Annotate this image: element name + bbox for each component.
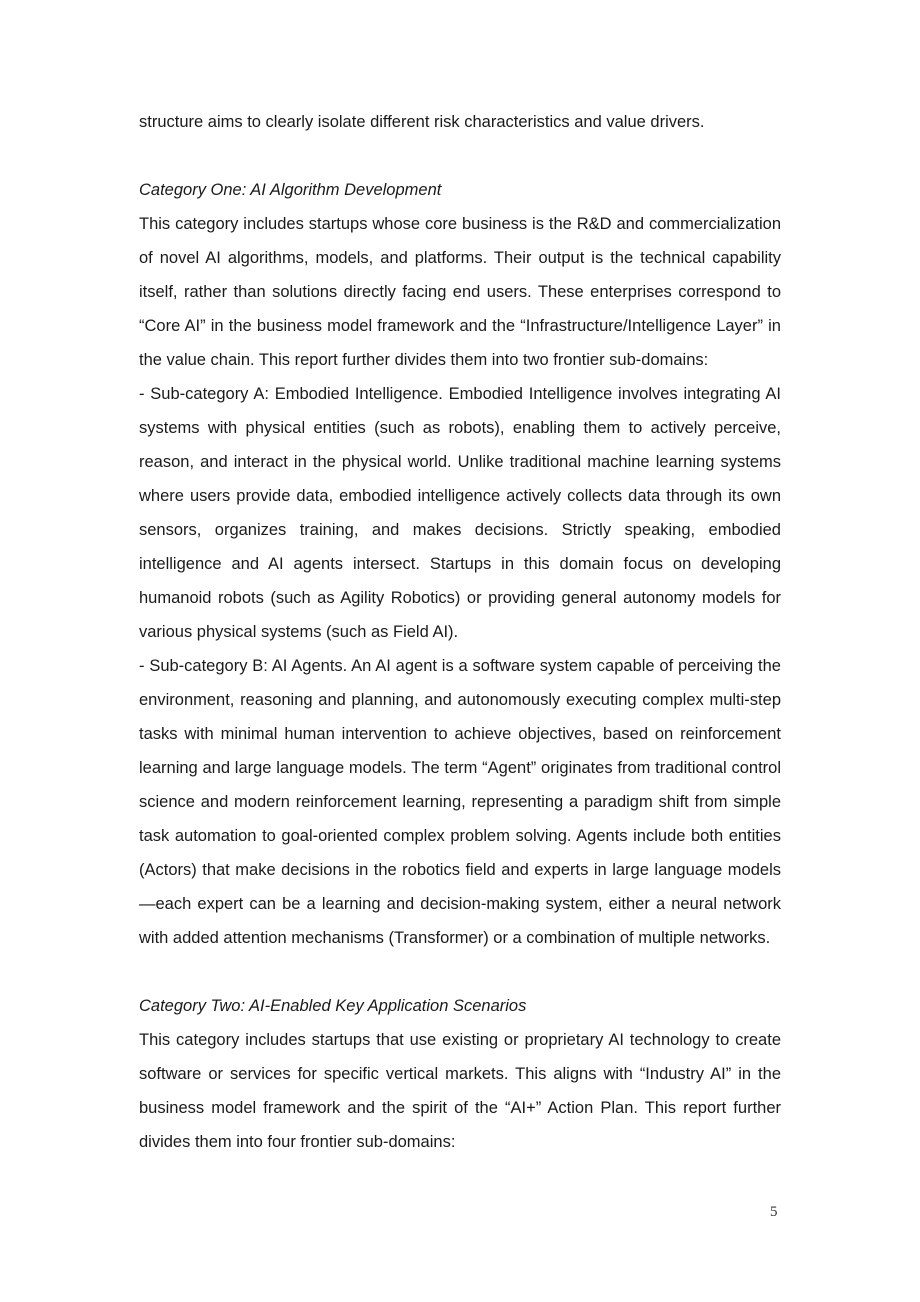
category-one-body: This category includes startups whose core business is the R&D and commercialization of novel AI algorithms, models, and platforms. Their output is the technical capability itself, rather than solutions directly facing end users. These enterprises correspond to “Core AI” in the business model framework and the “Infrastructure/Intelligence Layer” in the value chain. This report further divides them into two frontier sub-domains: (139, 215, 781, 369)
section-spacer (139, 955, 781, 989)
subcategory-a-paragraph: - Sub-category A: Embodied Intelligence. Embodied Intelligence involves integrating AI systems with physical entities (such as robots), enabling them to actively perceive, reason, and interact in the physical world. Unlike traditional machine learning systems where users provide data, embodied intelligence actively collects data through its own sensors, organizes training, and makes decisions. Strictly speaking, embodied intelligence and AI agents intersect. Startups in this domain focus on developing humanoid robots (such as Agility Robotics) or providing general autonomy models for various physical systems (such as Field AI). (139, 385, 781, 641)
subcategory-b-paragraph: - Sub-category B: AI Agents. An AI agent is a software system capable of perceiving the environment, reasoning and planning, and autonomously executing complex multi-step tasks with minimal human intervention to achieve objectives, based on reinforcement learning and large language models. The term “Agent” originates from traditional control science and modern reinforcement learning, representing a paradigm shift from simple task automation to goal-oriented complex problem solving. Agents include both entities (Actors) that make decisions in the robotics field and experts in large language models—each expert can be a learning and decision-making system, either a neural network with added attention mechanisms (Transformer) or a combination of multiple networks. (139, 657, 781, 947)
section-spacer (139, 139, 781, 173)
intro-paragraph: structure aims to clearly isolate different risk characteristics and value drivers. (139, 113, 705, 131)
page-number: 5 (770, 1204, 778, 1220)
category-one-heading: Category One: AI Algorithm Development (139, 181, 442, 199)
category-two-heading: Category Two: AI-Enabled Key Application Scenarios (139, 997, 527, 1015)
document-page (139, 105, 781, 1159)
category-two-body: This category includes startups that use existing or proprietary AI technology to create software or services for specific vertical markets. This aligns with “Industry AI” in the business model framework and the spirit of the “AI+” Action Plan. This report further divides them into four frontier sub-domains: (139, 1031, 781, 1151)
